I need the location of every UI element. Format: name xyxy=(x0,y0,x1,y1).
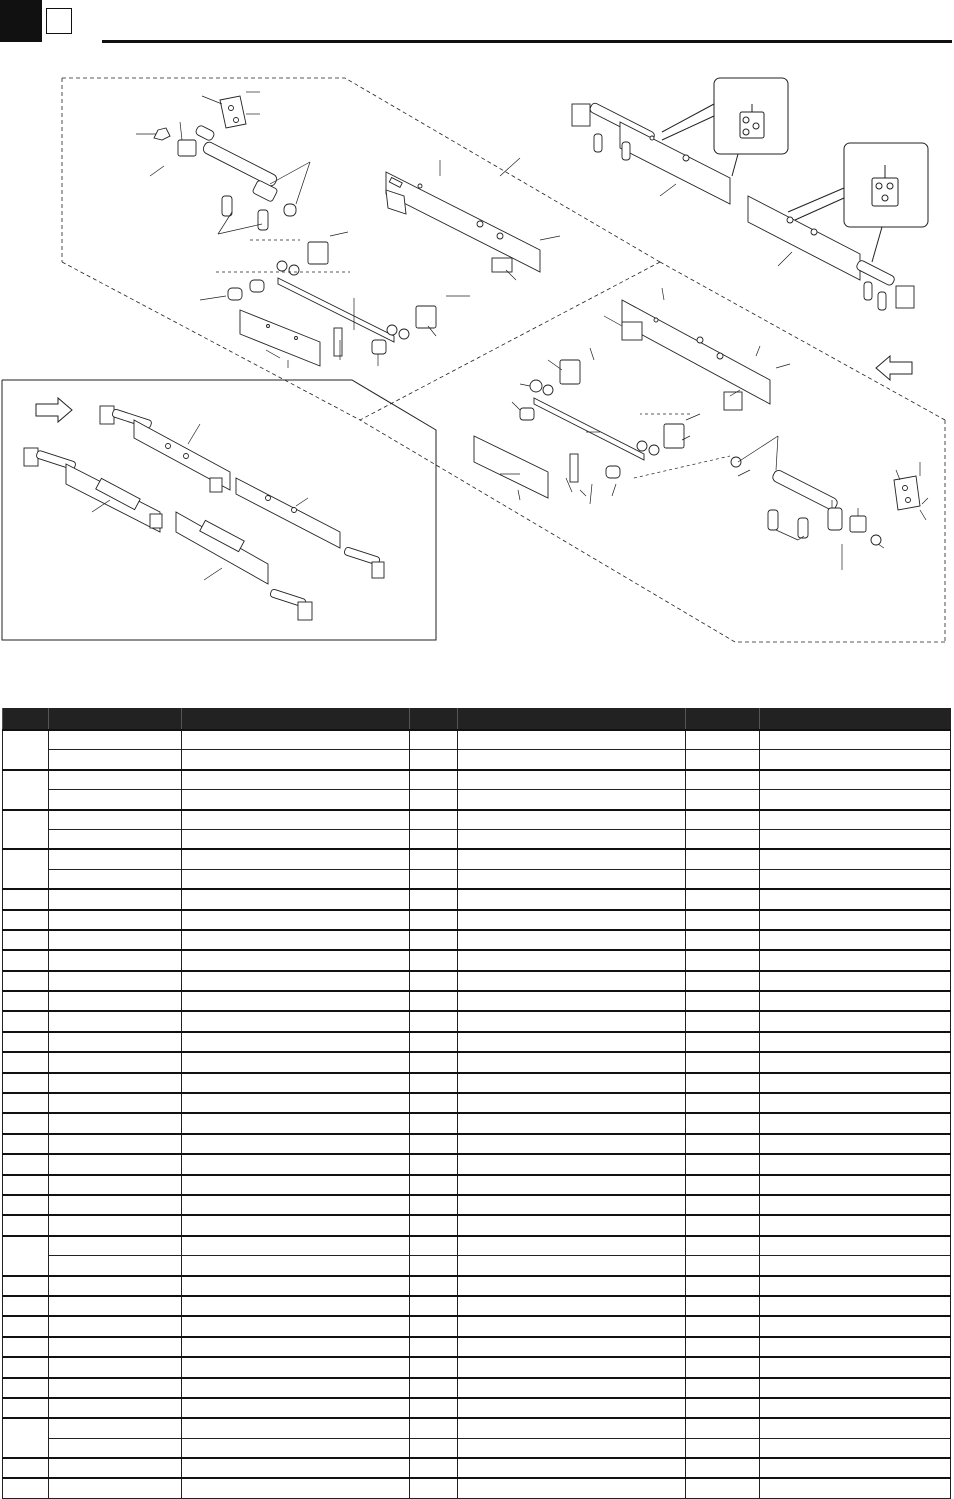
right-exploded-assembly xyxy=(474,300,920,545)
table-row xyxy=(3,1011,951,1031)
col-header-4 xyxy=(410,708,458,730)
table-row xyxy=(3,869,951,889)
left-exploded-assembly xyxy=(154,96,540,366)
detail-callout-upper xyxy=(714,78,788,154)
table-row xyxy=(3,1256,951,1276)
table-row xyxy=(3,950,951,970)
right-main-plate xyxy=(622,300,770,404)
table-row xyxy=(3,910,951,930)
table-row xyxy=(3,1052,951,1072)
table-row xyxy=(3,1093,951,1113)
table-row xyxy=(3,750,951,770)
parts-list-table xyxy=(2,708,951,1499)
table-row xyxy=(3,1478,951,1498)
table-row xyxy=(3,1316,951,1336)
table-row xyxy=(3,889,951,909)
col-header-3 xyxy=(182,708,410,730)
table-row xyxy=(3,1438,951,1458)
table-row xyxy=(3,1073,951,1093)
table-row xyxy=(3,1357,951,1377)
installation-inset-frame xyxy=(2,380,436,640)
table-row xyxy=(3,770,951,790)
table-row xyxy=(3,1195,951,1215)
table-row xyxy=(3,991,951,1011)
table-row xyxy=(3,1418,951,1438)
table-row xyxy=(3,1296,951,1316)
table-row xyxy=(3,730,951,750)
header-rule xyxy=(102,40,952,43)
table-row xyxy=(3,1236,951,1256)
table-header-row xyxy=(3,708,951,730)
parts-table-body xyxy=(3,730,951,1498)
table-row xyxy=(3,1458,951,1478)
section-number-box xyxy=(46,8,72,34)
callout-upper-bracket-icon xyxy=(740,104,764,138)
right-front-plate xyxy=(474,436,548,498)
table-row xyxy=(3,1215,951,1235)
callout-lower-bracket-icon xyxy=(872,165,898,206)
section-tab-black xyxy=(0,0,42,42)
table-row xyxy=(3,849,951,869)
table-row xyxy=(3,1398,951,1418)
left-rod xyxy=(202,140,279,187)
col-header-6 xyxy=(686,708,760,730)
table-row xyxy=(3,930,951,950)
detail-callout-lower xyxy=(844,143,928,227)
table-row xyxy=(3,1154,951,1174)
exploded-parts-diagram xyxy=(0,60,954,660)
col-header-1 xyxy=(3,708,49,730)
table-row xyxy=(3,810,951,830)
table-row xyxy=(3,829,951,849)
col-header-7 xyxy=(760,708,951,730)
table-row xyxy=(3,790,951,810)
table-row xyxy=(3,971,951,991)
left-main-plate xyxy=(386,172,540,272)
table-row xyxy=(3,1378,951,1398)
table-row xyxy=(3,1175,951,1195)
table-row xyxy=(3,1276,951,1296)
arrow-into-inset xyxy=(36,398,72,422)
inset-assemblies xyxy=(24,406,384,620)
col-header-5 xyxy=(458,708,686,730)
arrow-into-right-assembly xyxy=(876,356,912,380)
table-row xyxy=(3,1134,951,1154)
table-row xyxy=(3,1032,951,1052)
right-rod xyxy=(771,469,839,511)
right-long-bar xyxy=(534,398,644,460)
table-row xyxy=(3,1337,951,1357)
col-header-2 xyxy=(49,708,182,730)
table-row xyxy=(3,1113,951,1133)
